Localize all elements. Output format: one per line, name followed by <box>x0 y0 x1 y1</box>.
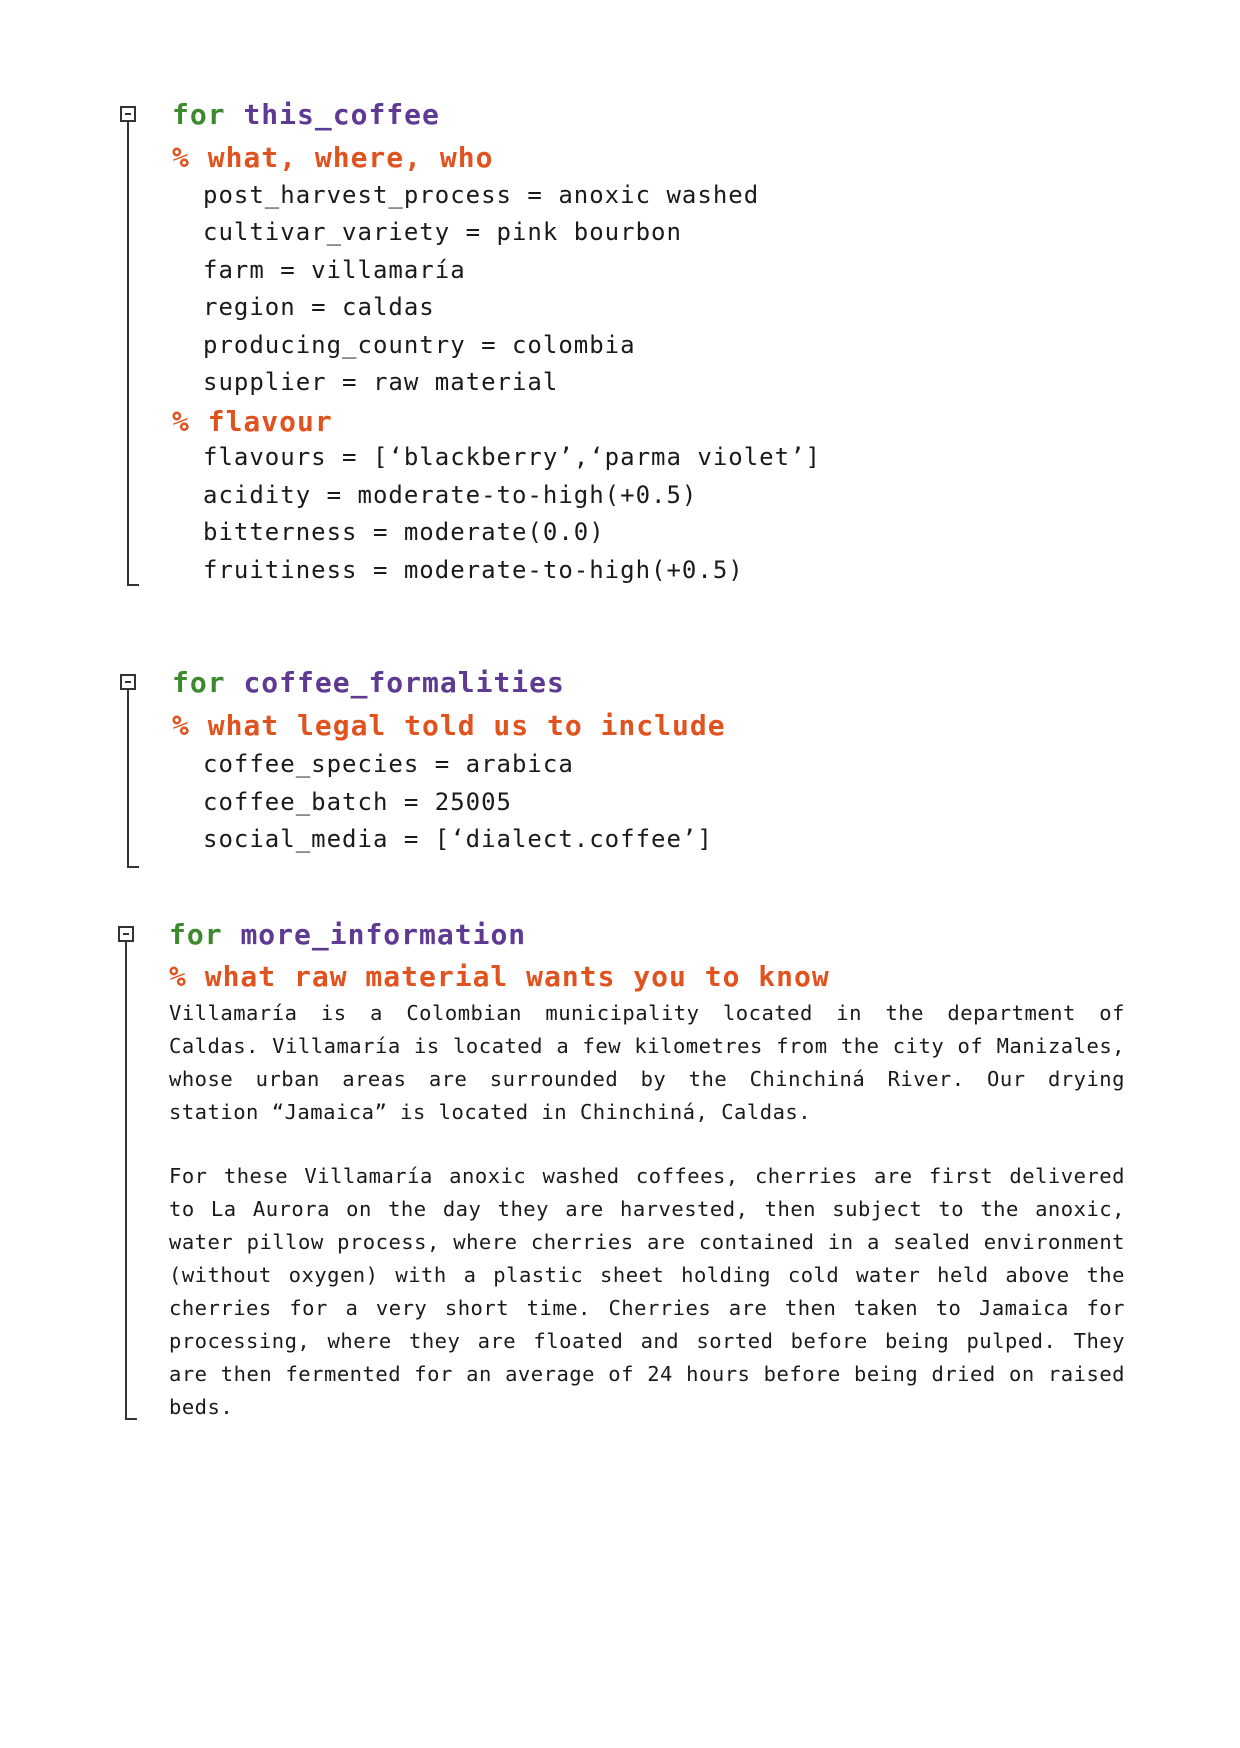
code-line: farm = villamaría <box>203 256 466 284</box>
code-line: flavours = [‘blackberry’,‘parma violet’] <box>203 443 821 471</box>
section-name: more_information <box>240 918 527 951</box>
section-name: coffee_formalities <box>243 666 565 699</box>
code-line: region = caldas <box>203 293 435 321</box>
code-line: acidity = moderate-to-high(+0.5) <box>203 481 698 509</box>
section-header-coffee-formalities <box>172 666 565 699</box>
code-line: supplier = raw material <box>203 368 559 396</box>
section-header-more-information <box>169 918 526 951</box>
fold-end-line <box>127 866 139 868</box>
code-line: post_harvest_process = anoxic washed <box>203 181 760 209</box>
section-header-this-coffee <box>172 98 440 131</box>
code-line: fruitiness = moderate-to-high(+0.5) <box>203 556 744 584</box>
collapse-icon[interactable] <box>120 674 136 690</box>
fold-guide-line <box>127 690 129 866</box>
fold-end-line <box>127 584 139 586</box>
comment-what-where-who: % what, where, who <box>172 141 494 174</box>
comment-legal: % what legal told us to include <box>172 709 726 742</box>
code-line: coffee_batch = 25005 <box>203 788 512 816</box>
section-name: this_coffee <box>243 98 440 131</box>
for-keyword: for <box>172 666 226 699</box>
collapse-icon[interactable] <box>118 926 134 942</box>
fold-guide-line <box>127 122 129 584</box>
for-keyword: for <box>172 98 226 131</box>
info-paragraph: For these Villamaría anoxic washed coffees, cherries are first delivered to La Aurora on the day they are harvested, then subject to the anoxic, water pillow process, where cherries are contained in a sealed environment (without oxygen) with a plastic sheet holding cold water held above the cherries for a very short time. Cherries are then taken to Jamaica for processing, where they are floated and sorted before being pulped. They are then fermented for an average of 24 hours before being dried on raised beds. <box>169 1164 1125 1419</box>
comment-raw-material: % what raw material wants you to know <box>169 960 830 993</box>
comment-flavour: % flavour <box>172 405 333 438</box>
code-line: coffee_species = arabica <box>203 750 574 778</box>
code-line: social_media = [‘dialect.coffee’] <box>203 825 713 853</box>
for-keyword: for <box>169 918 223 951</box>
fold-end-line <box>125 1418 137 1420</box>
code-line: producing_country = colombia <box>203 331 636 359</box>
code-line: bitterness = moderate(0.0) <box>203 518 605 546</box>
fold-guide-line <box>125 942 127 1418</box>
code-line: cultivar_variety = pink bourbon <box>203 218 682 246</box>
collapse-icon[interactable] <box>120 106 136 122</box>
info-paragraph: Villamaría is a Colombian municipality located in the department of Caldas. Villamaría is located a few kilometres from the city of Manizales, whose urban areas are surrounded by the Chinchiná River. Our drying station “Jamaica” is located in Chinchiná, Caldas. <box>169 1001 1125 1124</box>
